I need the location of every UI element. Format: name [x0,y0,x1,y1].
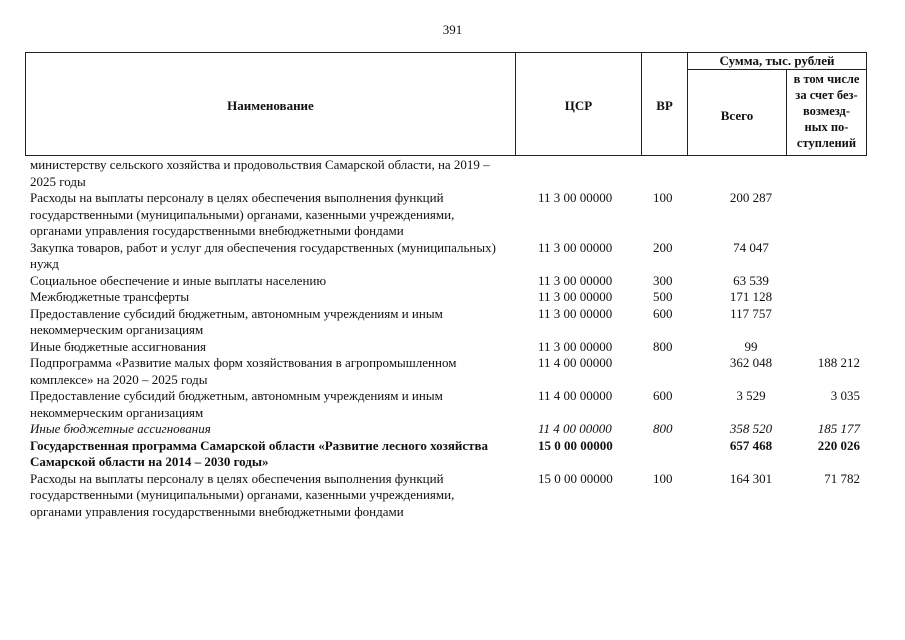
table-header [25,52,867,156]
table-row: Социальное обеспечение и иные выплаты населению 11 3 00 00000 300 63 539 [30,272,769,288]
table-row: Иные бюджетные ассигнования 11 3 00 00000 800 99 [30,338,758,354]
header-name: Наименование [227,98,314,113]
header-sum: Сумма, тыс. рублей [719,53,835,68]
header-bez: в том числе за счет без- возмезд- ных по- ступлений [793,72,860,150]
table-row: Расходы на выплаты персоналу в целях обеспечения выполнения функций государственными (муниципальными) органами, казенными учреждениями, органами управления государственными внебюджетными фондами 15 0 00 00000 100 164 301 71 782 [30,470,860,519]
table-row: министерству сельского хозяйства и продовольствия Самарской области, на 2019 – 2025 годы [30,157,490,189]
table-row: Подпрограмма «Развитие малых форм хозяйствования в агропромышленном комплексе» на 2020 – 2025 годы 11 4 00 00000 362 048 188 212 [30,355,860,387]
header-vr: ВР [656,98,673,113]
table-row: Иные бюджетные ассигнования 11 4 00 00000 800 358 520 185 177 [30,421,860,436]
table-row: Государственная программа Самарской области «Развитие лесного хозяйства Самарской области на 2014 – 2030 годы» 15 0 00 00000 657 468 220 026 [30,437,860,469]
header-divider [687,69,866,70]
table-row: Расходы на выплаты персоналу в целях обеспечения выполнения функций государственными (муниципальными) органами, казенными учреждениями, органами управления государственными внебюджетными фондами 11 3 00 00000 100 200 287 [30,190,773,238]
table-row: Закупка товаров, работ и услуг для обеспечения государственных (муниципальных) нужд 11 3 00 00000 200 74 047 [30,239,769,271]
header-csr: ЦСР [564,98,593,113]
page-number: 391 [442,22,463,37]
table-row: Предоставление субсидий бюджетным, автономным учреждениям и иным некоммерческим организациям 11 3 00 00000 600 117 757 [30,305,772,337]
header-total: Всего [720,108,754,123]
table-body [30,157,870,520]
table-row: Межбюджетные трансферты 11 3 00 00000 500 171 128 [30,289,773,304]
table-row: Предоставление субсидий бюджетным, автономным учреждениям и иным некоммерческим организациям 11 4 00 00000 600 3 529 3 035 [30,388,860,420]
